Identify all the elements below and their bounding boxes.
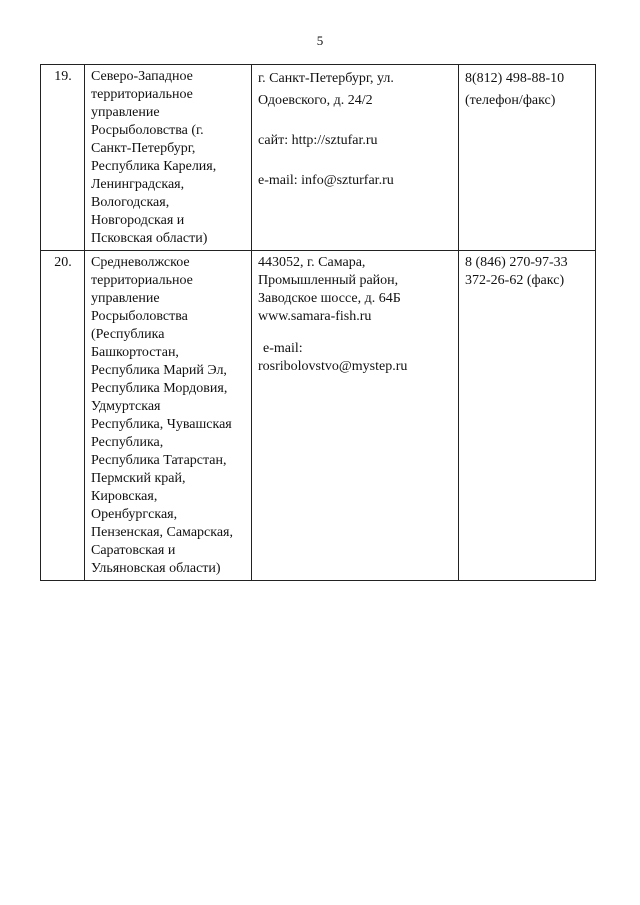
office-name-line: Новгородская и xyxy=(91,213,185,228)
table-row xyxy=(41,251,596,581)
address-line: 443052, г. Самара, xyxy=(258,255,366,270)
phone-line: 8 (846) 270-97-33 xyxy=(465,255,568,270)
office-name-line: Республика Марий Эл, xyxy=(91,363,227,378)
office-name-line: Северо-Западное xyxy=(91,69,193,84)
email-link[interactable]: e-mail: info@szturfar.ru xyxy=(258,173,394,188)
office-name-line: Башкортостан, xyxy=(91,345,179,360)
office-name-line: Республика, xyxy=(91,435,164,450)
page-number: 5 xyxy=(316,33,324,48)
office-name-line: Росрыболовства (г. xyxy=(91,123,204,138)
address-line: г. Санкт-Петербург, ул. xyxy=(258,71,394,86)
office-name-line: управление xyxy=(91,291,160,306)
office-name-line: управление xyxy=(91,105,160,120)
address-line: Промышленный район, xyxy=(258,273,399,288)
email-link[interactable]: rosribolovstvo@mystep.ru xyxy=(258,359,408,374)
phone-line: 8(812) 498-88-10 xyxy=(465,71,565,86)
office-phone-cell xyxy=(459,65,596,251)
office-name-line: Псковская области) xyxy=(91,231,208,246)
office-name-line: Республика Карелия, xyxy=(91,159,217,174)
address-line: Заводское шоссе, д. 64Б xyxy=(258,291,401,306)
office-name-line: Пермский край, xyxy=(91,471,186,486)
office-name-line: Росрыболовства xyxy=(91,309,188,324)
email-label: e-mail: xyxy=(263,341,303,356)
office-name-line: Вологодская, xyxy=(91,195,170,210)
office-name-line: Ульяновская области) xyxy=(91,561,221,576)
office-name-line: Кировская, xyxy=(91,489,158,504)
office-name-line: Оренбургская, xyxy=(91,507,178,522)
office-name-line: Ленинградская, xyxy=(91,177,185,192)
address-line: Одоевского, д. 24/2 xyxy=(258,93,373,108)
office-name-line: Республика Мордовия, xyxy=(91,381,228,396)
office-name-line: (Республика xyxy=(91,327,165,342)
office-contacts-cell xyxy=(252,251,459,581)
row-number: 19. xyxy=(41,65,85,251)
phone-line: (телефон/факс) xyxy=(465,93,556,108)
office-name-line: Санкт-Петербург, xyxy=(91,141,196,156)
phone-line: 372-26-62 (факс) xyxy=(465,273,565,288)
office-name-line: Пензенская, Самарская, xyxy=(91,525,233,540)
office-contacts-cell xyxy=(252,65,459,251)
website-link[interactable]: сайт: http://sztufar.ru xyxy=(258,133,378,148)
table-row xyxy=(41,65,596,251)
office-name-line: Республика Татарстан, xyxy=(91,453,227,468)
office-name-cell xyxy=(85,65,252,251)
office-name-cell xyxy=(85,251,252,581)
office-name-line: территориальное xyxy=(91,273,193,288)
office-name-line: Удмуртская xyxy=(91,399,161,414)
office-name-line: Средневолжское xyxy=(91,255,190,270)
office-name-line: Саратовская и xyxy=(91,543,176,558)
office-name-line: Республика, Чувашская xyxy=(91,417,232,432)
territorial-offices-table xyxy=(40,64,596,581)
row-number: 20. xyxy=(41,251,85,581)
office-phone-cell xyxy=(459,251,596,581)
office-name-line: территориальное xyxy=(91,87,193,102)
website-link[interactable]: www.samara-fish.ru xyxy=(258,309,372,324)
